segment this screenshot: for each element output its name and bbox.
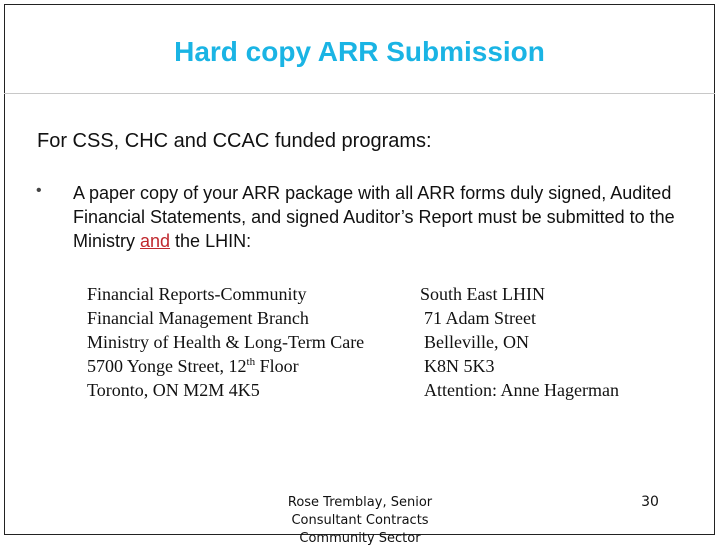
ministry-address-line: Financial Management Branch [87, 308, 309, 328]
lhin-address-line: South East LHIN [420, 284, 545, 304]
bullet-text-end: the LHIN: [170, 231, 252, 251]
bullet-paragraph [73, 181, 683, 253]
slide-title: Hard copy ARR Submission [174, 36, 545, 67]
floor-ordinal: th [246, 356, 256, 368]
lhin-address-line: Attention: Anne Hagerman [424, 380, 619, 400]
footer-line: Rose Tremblay, Senior [287, 495, 433, 510]
ministry-address-line: Toronto, ON M2M 4K5 [87, 380, 260, 400]
footer-line: Community Sector [299, 531, 421, 546]
bullet-text-start: A paper copy of your ARR package with all ARR forms duly signed, Audited Financial Statements, and signed Auditor’s Report must be submitted to the Ministry [73, 183, 675, 251]
footer-line: Consultant Contracts [291, 513, 429, 528]
ministry-address-line: Financial Reports-Community [87, 284, 307, 304]
ministry-address-line: Ministry of Health & Long-Term Care [87, 332, 365, 352]
ministry-address-line [87, 354, 364, 378]
bullet-emphasis: and [140, 231, 171, 251]
page-number: 30 [641, 494, 659, 510]
lhin-address-line: 71 Adam Street [424, 308, 536, 328]
street-suffix: Floor [255, 356, 299, 376]
title-placeholder [4, 4, 715, 94]
lhin-address-line: Belleville, ON [424, 332, 529, 352]
ministry-address [87, 282, 364, 402]
lhin-address-line: K8N 5K3 [424, 356, 495, 376]
street-prefix: 5700 Yonge Street, 12 [87, 356, 247, 376]
lhin-address [420, 282, 619, 402]
intro-text: For CSS, CHC and CCAC funded programs: [37, 130, 432, 152]
bullet-marker: • [36, 182, 42, 199]
